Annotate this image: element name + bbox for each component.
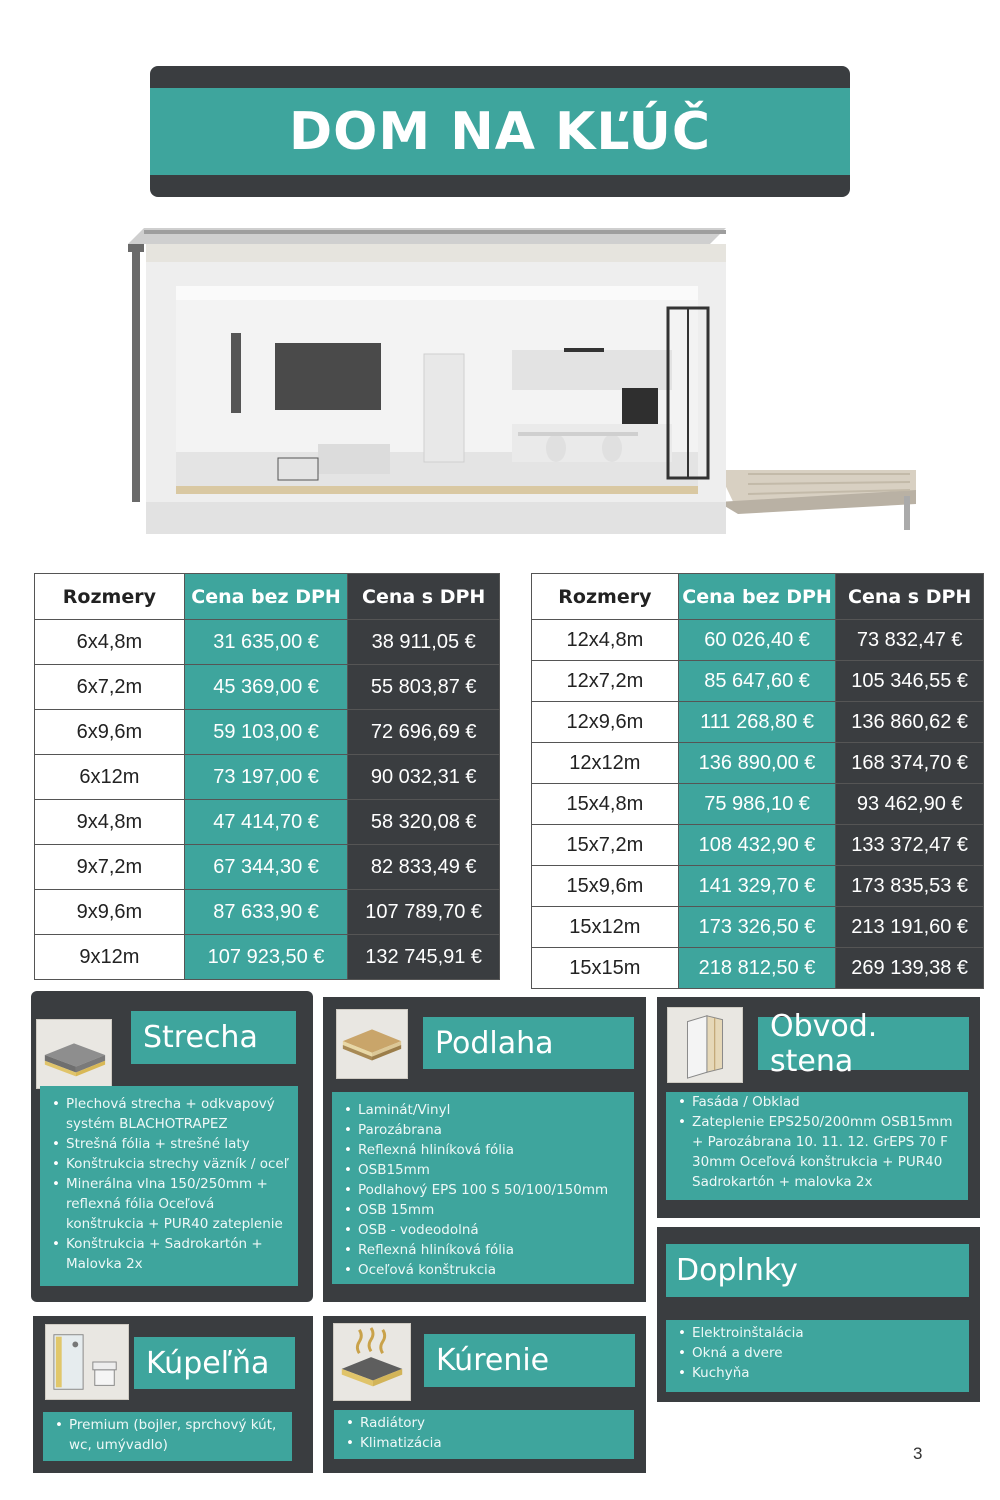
section-title-obvod-stena: Obvod. stena (758, 1017, 969, 1070)
table-row (35, 710, 500, 755)
cell-dimensions: 9x12m (35, 935, 185, 980)
table-row (532, 743, 984, 784)
cell-price-with-vat: 93 462,90 € (836, 784, 984, 825)
list-item: • Kuchyňa (674, 1363, 963, 1383)
cell-dimensions: 6x9,6m (35, 710, 185, 755)
header-dimensions: Rozmery (35, 574, 185, 620)
floor-layers-icon (336, 1009, 408, 1079)
table-row (532, 907, 984, 948)
cell-price-without-vat: 31 635,00 € (184, 620, 348, 665)
table-row (35, 845, 500, 890)
cell-dimensions: 15x4,8m (532, 784, 679, 825)
cell-price-without-vat: 111 268,80 € (678, 702, 836, 743)
table-row (532, 948, 984, 989)
table-row (532, 702, 984, 743)
table-row (35, 800, 500, 845)
cell-price-with-vat: 55 803,87 € (348, 665, 500, 710)
cell-price-with-vat: 105 346,55 € (836, 661, 984, 702)
list-item: • Zateplenie EPS250/200mm OSB15mm + Parozábrana 10. 11. 12. GrEPS 70 F 30mm Oceľová konštrukcia + PUR40 Sadrokartón + malovka 2x (674, 1112, 962, 1192)
cell-price-with-vat: 132 745,91 € (348, 935, 500, 980)
list-item: • Klimatizácia (342, 1433, 628, 1453)
price-table-right (531, 573, 984, 989)
cell-price-with-vat: 73 832,47 € (836, 620, 984, 661)
title-banner (150, 66, 850, 197)
header-price-without-vat: Cena bez DPH (184, 574, 348, 620)
cell-price-with-vat: 58 320,08 € (348, 800, 500, 845)
cell-price-with-vat: 133 372,47 € (836, 825, 984, 866)
cell-price-with-vat: 168 374,70 € (836, 743, 984, 784)
cell-price-with-vat: 82 833,49 € (348, 845, 500, 890)
list-item: • Premium (bojler, sprchový kút, wc, umývadlo) (51, 1415, 286, 1455)
section-card-strecha (31, 991, 313, 1302)
cell-dimensions: 15x12m (532, 907, 679, 948)
heating-icon (333, 1323, 411, 1401)
table-row (35, 755, 500, 800)
list-item: • Minerálna vlna 150/250mm + reflexná fólia Oceľová konštrukcia + PUR40 zateplenie (48, 1174, 292, 1234)
list-doplnky (674, 1323, 963, 1383)
cell-dimensions: 6x7,2m (35, 665, 185, 710)
cell-price-with-vat: 90 032,31 € (348, 755, 500, 800)
cell-dimensions: 9x4,8m (35, 800, 185, 845)
cell-price-without-vat: 141 329,70 € (678, 866, 836, 907)
cell-dimensions: 9x9,6m (35, 890, 185, 935)
section-card-obvod-stena (657, 997, 980, 1218)
cell-price-without-vat: 107 923,50 € (184, 935, 348, 980)
list-kurenie (342, 1413, 628, 1453)
section-card-kurenie (323, 1316, 646, 1473)
cell-price-with-vat: 173 835,53 € (836, 866, 984, 907)
cell-dimensions: 15x9,6m (532, 866, 679, 907)
list-item: • Konštrukcia strechy väzník / oceľ (48, 1154, 292, 1174)
list-item: • Fasáda / Obklad (674, 1092, 962, 1112)
table-row (532, 825, 984, 866)
cell-dimensions: 12x12m (532, 743, 679, 784)
header-price-with-vat: Cena s DPH (348, 574, 500, 620)
cell-price-without-vat: 136 890,00 € (678, 743, 836, 784)
section-body-kurenie (334, 1410, 634, 1459)
list-item: • Strešná fólia + strešné laty (48, 1134, 292, 1154)
list-strecha (48, 1094, 292, 1274)
cell-price-without-vat: 75 986,10 € (678, 784, 836, 825)
list-kupelna (51, 1415, 286, 1455)
list-item: • Oceľová konštrukcia (340, 1260, 628, 1280)
list-item: • Plechová strecha + odkvapový systém BLACHOTRAPEZ (48, 1094, 292, 1134)
section-title-doplnky: Doplnky (666, 1244, 969, 1297)
section-card-kupelna (33, 1316, 313, 1473)
list-obvod-stena (674, 1092, 962, 1192)
cell-price-without-vat: 73 197,00 € (184, 755, 348, 800)
table-header-row (35, 574, 500, 620)
header-price-without-vat: Cena bez DPH (678, 574, 836, 620)
cell-price-without-vat: 173 326,50 € (678, 907, 836, 948)
section-body-strecha (40, 1086, 298, 1286)
table-row (532, 661, 984, 702)
list-item: • Radiátory (342, 1413, 628, 1433)
table-row (532, 620, 984, 661)
page-number: 3 (913, 1444, 923, 1463)
cell-dimensions: 6x4,8m (35, 620, 185, 665)
cell-dimensions: 12x4,8m (532, 620, 679, 661)
list-item: • Podlahový EPS 100 S 50/100/150mm (340, 1180, 628, 1200)
list-item: • Reflexná hliníková fólia (340, 1140, 628, 1160)
list-item: • Parozábrana (340, 1120, 628, 1140)
table-header-row (532, 574, 984, 620)
section-card-podlaha (323, 997, 646, 1302)
cell-price-with-vat: 213 191,60 € (836, 907, 984, 948)
section-body-kupelna (43, 1412, 292, 1461)
cell-price-without-vat: 218 812,50 € (678, 948, 836, 989)
section-body-podlaha (332, 1092, 634, 1284)
list-podlaha (340, 1100, 628, 1280)
section-title-kupelna: Kúpeľňa (134, 1337, 295, 1389)
cell-price-with-vat: 38 911,05 € (348, 620, 500, 665)
title-box (150, 88, 850, 175)
page-title: DOM NA KĽÚČ (288, 101, 712, 162)
table-row (35, 620, 500, 665)
cell-price-with-vat: 269 139,38 € (836, 948, 984, 989)
cell-price-without-vat: 67 344,30 € (184, 845, 348, 890)
cell-price-with-vat: 136 860,62 € (836, 702, 984, 743)
cell-price-with-vat: 107 789,70 € (348, 890, 500, 935)
header-price-with-vat: Cena s DPH (836, 574, 984, 620)
cell-price-without-vat: 60 026,40 € (678, 620, 836, 661)
header-dimensions: Rozmery (532, 574, 679, 620)
table-row (35, 935, 500, 980)
house-cutaway-illustration (98, 212, 916, 554)
list-item: • OSB 15mm (340, 1200, 628, 1220)
cell-dimensions: 9x7,2m (35, 845, 185, 890)
table-row (532, 866, 984, 907)
section-body-obvod-stena (666, 1092, 968, 1200)
cell-dimensions: 12x9,6m (532, 702, 679, 743)
cell-dimensions: 6x12m (35, 755, 185, 800)
bathroom-icon (45, 1324, 129, 1400)
cell-price-without-vat: 59 103,00 € (184, 710, 348, 755)
list-item: • Reflexná hliníková fólia (340, 1240, 628, 1260)
list-item: • Elektroinštalácia (674, 1323, 963, 1343)
section-title-podlaha: Podlaha (423, 1017, 634, 1069)
cell-dimensions: 12x7,2m (532, 661, 679, 702)
section-card-doplnky (657, 1227, 980, 1402)
cell-dimensions: 15x15m (532, 948, 679, 989)
section-body-doplnky (666, 1320, 969, 1392)
cell-price-without-vat: 87 633,90 € (184, 890, 348, 935)
cell-price-without-vat: 108 432,90 € (678, 825, 836, 866)
list-item: • OSB15mm (340, 1160, 628, 1180)
cell-price-with-vat: 72 696,69 € (348, 710, 500, 755)
table-row (532, 784, 984, 825)
list-item: • OSB - vodeodolná (340, 1220, 628, 1240)
table-row (35, 890, 500, 935)
cell-price-without-vat: 47 414,70 € (184, 800, 348, 845)
cell-dimensions: 15x7,2m (532, 825, 679, 866)
table-row (35, 665, 500, 710)
list-item: • Laminát/Vinyl (340, 1100, 628, 1120)
cell-price-without-vat: 85 647,60 € (678, 661, 836, 702)
section-title-strecha: Strecha (131, 1011, 296, 1064)
cell-price-without-vat: 45 369,00 € (184, 665, 348, 710)
list-item: • Okná a dvere (674, 1343, 963, 1363)
section-title-kurenie: Kúrenie (424, 1334, 635, 1387)
list-item: • Konštrukcia + Sadrokartón + Malovka 2x (48, 1234, 292, 1274)
roof-layers-icon (36, 1019, 112, 1089)
price-table-left (34, 573, 500, 980)
wall-panel-icon (667, 1007, 743, 1083)
